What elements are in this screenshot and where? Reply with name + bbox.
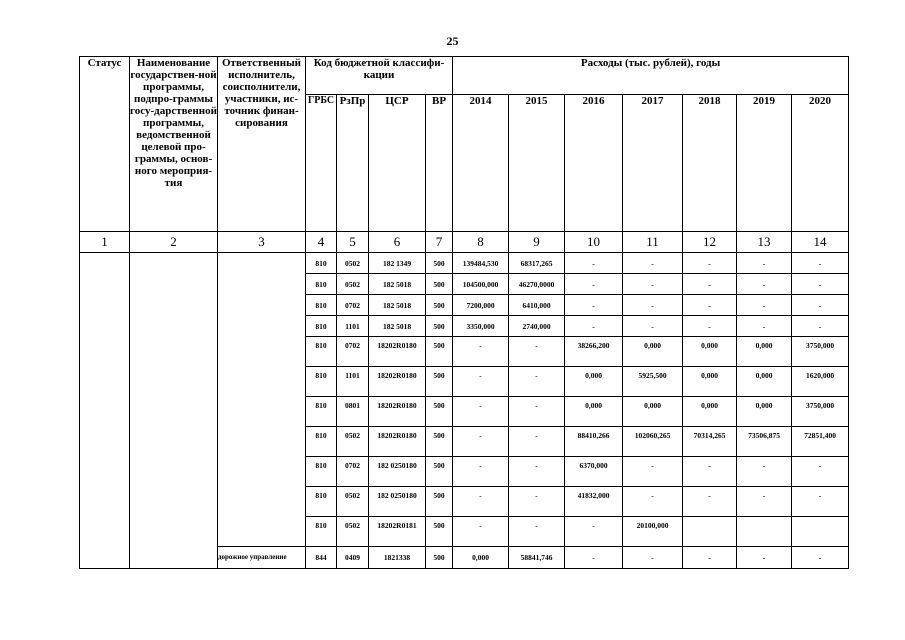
value-cell: - <box>509 397 565 427</box>
value-cell <box>737 517 792 547</box>
value-cell: - <box>565 253 623 274</box>
value-cell: 0,000 <box>623 397 683 427</box>
value-cell: 6410,000 <box>509 295 565 316</box>
col-csr-header: ЦСР <box>369 95 426 232</box>
value-cell: 0,000 <box>683 367 737 397</box>
column-number: 5 <box>337 232 369 253</box>
column-number-row <box>80 232 849 253</box>
value-cell: - <box>623 274 683 295</box>
vr-cell: 500 <box>426 253 453 274</box>
col-executor-header: Ответственный исполнитель, соисполнители, участники, ис-точник финан-сирования <box>218 57 306 232</box>
value-cell: - <box>737 547 792 569</box>
grbs-cell: 810 <box>306 316 337 337</box>
budget-code-header: Код бюджетной классифи-кации <box>306 57 453 95</box>
value-cell: - <box>623 487 683 517</box>
value-cell: 0,000 <box>737 367 792 397</box>
executor-cell <box>218 253 306 547</box>
vr-cell: 500 <box>426 517 453 547</box>
status-cell <box>80 253 130 569</box>
value-cell: 3750,000 <box>792 337 849 367</box>
csr-cell: 18202R0180 <box>369 337 426 367</box>
value-cell: 73506,875 <box>737 427 792 457</box>
column-number: 11 <box>623 232 683 253</box>
value-cell: - <box>453 487 509 517</box>
value-cell: - <box>623 547 683 569</box>
value-cell: - <box>623 316 683 337</box>
col-status-header: Статус <box>80 57 130 232</box>
value-cell: 41832,000 <box>565 487 623 517</box>
value-cell: - <box>453 427 509 457</box>
page-number: 25 <box>446 34 459 48</box>
rzpr-cell: 0702 <box>337 337 369 367</box>
grbs-cell: 810 <box>306 457 337 487</box>
value-cell: 0,000 <box>565 397 623 427</box>
value-cell: - <box>565 316 623 337</box>
vr-cell: 500 <box>426 457 453 487</box>
value-cell: 1620,000 <box>792 367 849 397</box>
value-cell: - <box>565 547 623 569</box>
year-header: 2019 <box>737 95 792 232</box>
value-cell: - <box>683 253 737 274</box>
value-cell: 88410,266 <box>565 427 623 457</box>
vr-cell: 500 <box>426 337 453 367</box>
year-header: 2017 <box>623 95 683 232</box>
table-row <box>80 253 849 274</box>
value-cell: - <box>509 517 565 547</box>
grbs-cell: 810 <box>306 253 337 274</box>
year-header: 2016 <box>565 95 623 232</box>
csr-cell: 1821338 <box>369 547 426 569</box>
year-header: 2020 <box>792 95 849 232</box>
grbs-cell: 810 <box>306 397 337 427</box>
column-number: 9 <box>509 232 565 253</box>
rzpr-cell: 0502 <box>337 253 369 274</box>
rzpr-cell: 1101 <box>337 367 369 397</box>
column-number: 8 <box>453 232 509 253</box>
value-cell: - <box>683 274 737 295</box>
value-cell: - <box>509 457 565 487</box>
value-cell: - <box>453 517 509 547</box>
rzpr-cell: 1101 <box>337 316 369 337</box>
value-cell: - <box>565 517 623 547</box>
vr-cell: 500 <box>426 316 453 337</box>
value-cell <box>792 517 849 547</box>
value-cell: 0,000 <box>565 367 623 397</box>
rzpr-cell: 0702 <box>337 295 369 316</box>
value-cell: 0,000 <box>453 547 509 569</box>
value-cell: - <box>737 457 792 487</box>
value-cell: 58841,746 <box>509 547 565 569</box>
csr-cell: 182 0250180 <box>369 457 426 487</box>
value-cell: - <box>737 253 792 274</box>
value-cell: 3750,000 <box>792 397 849 427</box>
column-number: 7 <box>426 232 453 253</box>
value-cell: - <box>453 397 509 427</box>
vr-cell: 500 <box>426 487 453 517</box>
budget-table <box>79 56 849 569</box>
rzpr-cell: 0702 <box>337 457 369 487</box>
vr-cell: 500 <box>426 295 453 316</box>
rzpr-cell: 0502 <box>337 517 369 547</box>
rzpr-cell: 0801 <box>337 397 369 427</box>
vr-cell: 500 <box>426 367 453 397</box>
value-cell: - <box>792 316 849 337</box>
value-cell: - <box>683 547 737 569</box>
executor-cell: дорожное управление <box>218 547 306 569</box>
column-number: 6 <box>369 232 426 253</box>
value-cell <box>683 517 737 547</box>
value-cell: 0,000 <box>737 397 792 427</box>
value-cell: 102060,265 <box>623 427 683 457</box>
value-cell: 38266,200 <box>565 337 623 367</box>
header-row-1 <box>80 57 849 95</box>
value-cell: - <box>623 253 683 274</box>
col-rzpr-header: РзПр <box>337 95 369 232</box>
csr-cell: 182 5018 <box>369 274 426 295</box>
csr-cell: 18202R0180 <box>369 427 426 457</box>
value-cell: - <box>565 295 623 316</box>
column-number: 12 <box>683 232 737 253</box>
column-number: 13 <box>737 232 792 253</box>
rzpr-cell: 0409 <box>337 547 369 569</box>
program-name-cell <box>130 253 218 569</box>
value-cell: 3350,000 <box>453 316 509 337</box>
value-cell: 2740,000 <box>509 316 565 337</box>
vr-cell: 500 <box>426 547 453 569</box>
rzpr-cell: 0502 <box>337 427 369 457</box>
value-cell: - <box>453 457 509 487</box>
value-cell: - <box>792 457 849 487</box>
value-cell: 46270,0000 <box>509 274 565 295</box>
value-cell: - <box>792 487 849 517</box>
value-cell: 20100,000 <box>623 517 683 547</box>
vr-cell: 500 <box>426 397 453 427</box>
value-cell: - <box>683 295 737 316</box>
value-cell: - <box>737 316 792 337</box>
value-cell: 68317,265 <box>509 253 565 274</box>
value-cell: 139484,530 <box>453 253 509 274</box>
year-header: 2018 <box>683 95 737 232</box>
value-cell: - <box>509 367 565 397</box>
vr-cell: 500 <box>426 427 453 457</box>
value-cell: 6370,000 <box>565 457 623 487</box>
value-cell: 0,000 <box>623 337 683 367</box>
col-name-header: Наименование государствен-ной программы, подпро-граммы госу-дарственной программы, ведомственной целевой про-граммы, основ-ного мероприя-тия <box>130 57 218 232</box>
grbs-cell: 810 <box>306 517 337 547</box>
csr-cell: 18202R0180 <box>369 367 426 397</box>
col-grbs-header: ГРБС <box>306 95 337 232</box>
value-cell: - <box>453 337 509 367</box>
value-cell: - <box>509 337 565 367</box>
value-cell: - <box>683 487 737 517</box>
column-number: 1 <box>80 232 130 253</box>
value-cell: - <box>623 457 683 487</box>
value-cell: - <box>737 295 792 316</box>
column-number: 10 <box>565 232 623 253</box>
value-cell: 70314,265 <box>683 427 737 457</box>
value-cell: - <box>737 487 792 517</box>
column-number: 3 <box>218 232 306 253</box>
rzpr-cell: 0502 <box>337 487 369 517</box>
value-cell: 0,000 <box>683 337 737 367</box>
value-cell: - <box>792 295 849 316</box>
value-cell: - <box>453 367 509 397</box>
grbs-cell: 810 <box>306 295 337 316</box>
value-cell: - <box>792 274 849 295</box>
col-vr-header: ВР <box>426 95 453 232</box>
value-cell: - <box>737 274 792 295</box>
csr-cell: 182 1349 <box>369 253 426 274</box>
value-cell: 0,000 <box>683 397 737 427</box>
grbs-cell: 810 <box>306 487 337 517</box>
column-number: 2 <box>130 232 218 253</box>
value-cell: - <box>509 427 565 457</box>
value-cell: - <box>683 457 737 487</box>
grbs-cell: 844 <box>306 547 337 569</box>
csr-cell: 18202R0180 <box>369 397 426 427</box>
year-header: 2014 <box>453 95 509 232</box>
value-cell: - <box>792 253 849 274</box>
grbs-cell: 810 <box>306 367 337 397</box>
rzpr-cell: 0502 <box>337 274 369 295</box>
value-cell: 0,000 <box>737 337 792 367</box>
expenses-header: Расходы (тыс. рублей), годы <box>453 57 849 95</box>
column-number: 14 <box>792 232 849 253</box>
grbs-cell: 810 <box>306 427 337 457</box>
value-cell: - <box>565 274 623 295</box>
value-cell: - <box>509 487 565 517</box>
value-cell: - <box>792 547 849 569</box>
value-cell: - <box>623 295 683 316</box>
grbs-cell: 810 <box>306 274 337 295</box>
value-cell: - <box>683 316 737 337</box>
vr-cell: 500 <box>426 274 453 295</box>
value-cell: 72851,400 <box>792 427 849 457</box>
value-cell: 104500,000 <box>453 274 509 295</box>
grbs-cell: 810 <box>306 337 337 367</box>
csr-cell: 182 0250180 <box>369 487 426 517</box>
csr-cell: 18202R0181 <box>369 517 426 547</box>
value-cell: 7200,000 <box>453 295 509 316</box>
csr-cell: 182 5018 <box>369 316 426 337</box>
column-number: 4 <box>306 232 337 253</box>
value-cell: 5925,500 <box>623 367 683 397</box>
year-header: 2015 <box>509 95 565 232</box>
csr-cell: 182 5018 <box>369 295 426 316</box>
